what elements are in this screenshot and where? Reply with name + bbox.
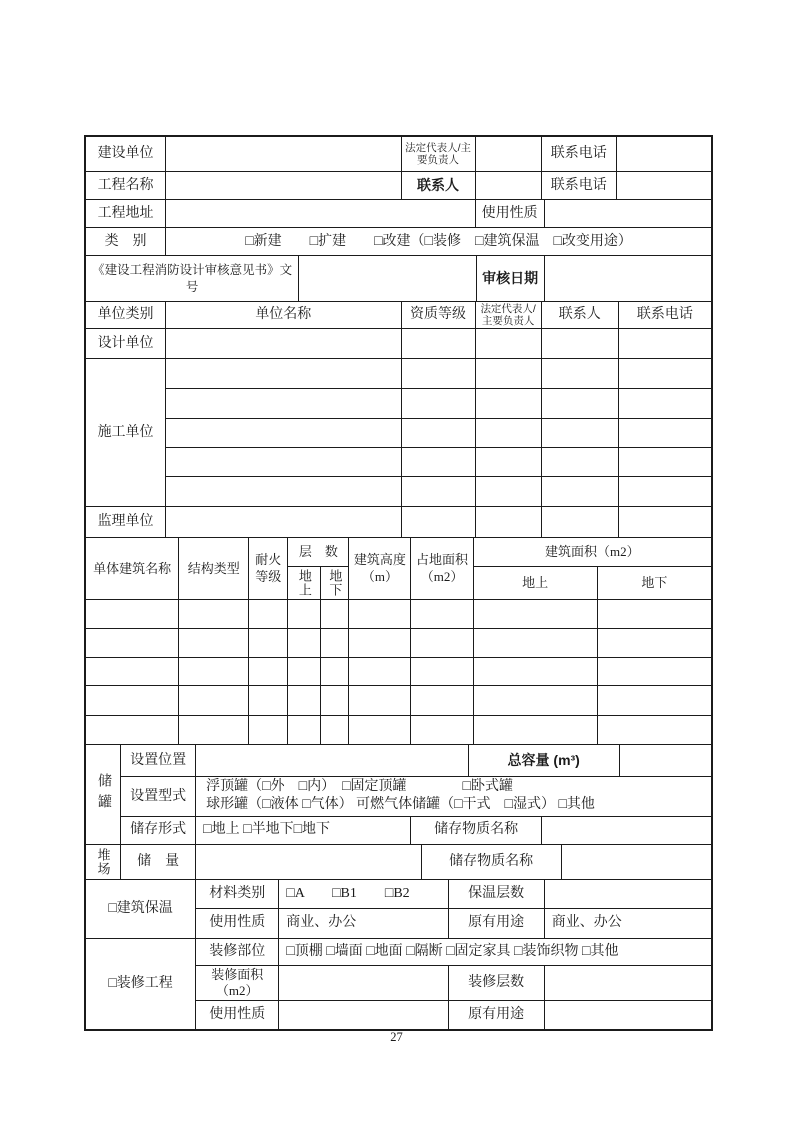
renovation-usage-label: 使用性质 xyxy=(196,1001,279,1030)
input-cell xyxy=(597,716,711,745)
building-height-header: 建筑高度（m） xyxy=(349,538,411,600)
input-cell xyxy=(618,329,711,359)
renovation-table xyxy=(85,938,712,1031)
input-cell xyxy=(473,600,597,629)
construction-unit-input xyxy=(166,137,401,172)
storage-yard-table xyxy=(85,844,712,880)
supervision-unit-label: 监理单位 xyxy=(86,507,166,538)
tank-substance-input xyxy=(541,816,711,844)
tank-section-label xyxy=(86,745,121,844)
tank-capacity-input xyxy=(619,745,711,777)
fire-approval-form-table xyxy=(84,135,713,1031)
tank-substance-label: 储存物质名称 xyxy=(411,816,541,844)
unit-legal-rep-header: 法定代表人/主要负责人 xyxy=(475,302,541,329)
input-cell xyxy=(288,686,321,716)
input-cell xyxy=(349,629,411,658)
page-number: 27 xyxy=(390,1030,403,1044)
top-info-table xyxy=(85,136,712,200)
input-cell xyxy=(321,716,349,745)
area-below-header: 地下 xyxy=(597,567,711,600)
insulation-material-checkbox-options: □A □B1 □B2 xyxy=(279,879,448,908)
footprint-area-header: 占地面积（m2） xyxy=(411,538,473,600)
phone-input xyxy=(616,137,711,172)
input-cell xyxy=(166,329,401,359)
input-cell xyxy=(475,329,541,359)
phone-label: 联系电话 xyxy=(541,172,616,200)
building-name-header: 单体建筑名称 xyxy=(86,538,179,600)
input-cell xyxy=(179,658,249,686)
input-cell xyxy=(618,448,711,477)
tank-storage-checkbox-options: □地上 □半地下□地下 xyxy=(196,816,411,844)
tank-type-options-line2: 球形罐（□液体 □气体） 可燃气体储罐（□干式 □湿式） □其他 xyxy=(206,797,595,813)
category-checkbox-options: □新建 □扩建 □改建（□装修 □建筑保温 □改变用途） xyxy=(166,228,712,256)
storage-tank-table xyxy=(85,744,712,844)
input-cell xyxy=(411,658,473,686)
floors-above-label: 地上 xyxy=(296,569,312,598)
input-cell xyxy=(288,629,321,658)
input-cell xyxy=(401,419,475,448)
input-cell xyxy=(179,629,249,658)
review-doc-row-table xyxy=(85,255,712,302)
tank-capacity-label: 总容量 (m³) xyxy=(468,745,619,777)
input-cell xyxy=(401,507,475,538)
input-cell xyxy=(249,716,288,745)
input-cell xyxy=(541,359,618,389)
contact-input xyxy=(475,172,541,200)
input-cell xyxy=(86,600,179,629)
renovation-usage-input xyxy=(279,1001,448,1030)
insulation-table xyxy=(85,879,712,939)
tank-location-input xyxy=(196,745,468,777)
input-cell xyxy=(288,716,321,745)
renovation-section-checkbox-label: □装修工程 xyxy=(86,938,196,1030)
input-cell xyxy=(166,359,401,389)
input-cell xyxy=(401,477,475,507)
input-cell xyxy=(597,600,711,629)
fire-resistance-header: 耐火等级 xyxy=(249,538,288,600)
input-cell xyxy=(597,658,711,686)
input-cell xyxy=(475,419,541,448)
input-cell xyxy=(473,716,597,745)
input-cell xyxy=(411,629,473,658)
buildings-table xyxy=(85,537,712,745)
tank-location-label: 设置位置 xyxy=(121,745,196,777)
floors-header: 层 数 xyxy=(288,538,349,567)
input-cell xyxy=(321,600,349,629)
input-cell xyxy=(541,477,618,507)
insulation-original-use-value: 商业、办公 xyxy=(544,908,711,938)
input-cell xyxy=(475,448,541,477)
input-cell xyxy=(86,686,179,716)
insulation-usage-value: 商业、办公 xyxy=(279,908,448,938)
tank-type-checkbox-options xyxy=(196,777,712,816)
construction-unit-label: 建设单位 xyxy=(86,137,166,172)
input-cell xyxy=(349,716,411,745)
input-cell xyxy=(321,686,349,716)
unit-phone-header: 联系电话 xyxy=(618,302,711,329)
construction-contractor-label: 施工单位 xyxy=(86,359,166,507)
insulation-usage-label: 使用性质 xyxy=(196,908,279,938)
insulation-layers-label: 保温层数 xyxy=(448,879,544,908)
input-cell xyxy=(473,658,597,686)
input-cell xyxy=(249,658,288,686)
input-cell xyxy=(401,329,475,359)
floors-below-header xyxy=(321,567,349,600)
tank-type-options-line1: 浮顶罐（□外 □内） □固定顶罐 □卧式罐 xyxy=(206,779,513,795)
input-cell xyxy=(166,477,401,507)
floors-above-header xyxy=(288,567,321,600)
input-cell xyxy=(411,600,473,629)
tank-type-label: 设置型式 xyxy=(121,777,196,816)
floors-below-label: 地下 xyxy=(327,569,343,598)
usage-nature-input xyxy=(544,200,711,228)
yard-quantity-label: 储 量 xyxy=(121,844,196,879)
input-cell xyxy=(249,629,288,658)
insulation-original-use-label: 原有用途 xyxy=(448,908,544,938)
review-date-input xyxy=(544,256,711,302)
input-cell xyxy=(86,716,179,745)
structure-type-header: 结构类型 xyxy=(179,538,249,600)
project-address-input xyxy=(166,200,475,228)
project-name-label: 工程名称 xyxy=(86,172,166,200)
input-cell xyxy=(166,507,401,538)
legal-rep-label: 法定代表人/主要负责人 xyxy=(401,137,475,172)
input-cell xyxy=(541,329,618,359)
renovation-original-use-input xyxy=(544,1001,711,1030)
insulation-section-checkbox-label: □建筑保温 xyxy=(86,879,196,938)
input-cell xyxy=(321,629,349,658)
input-cell xyxy=(401,448,475,477)
input-cell xyxy=(541,448,618,477)
unit-qualification-header: 资质等级 xyxy=(401,302,475,329)
unit-category-header: 单位类别 xyxy=(86,302,166,329)
input-cell xyxy=(475,389,541,419)
input-cell xyxy=(179,686,249,716)
unit-name-header: 单位名称 xyxy=(166,302,401,329)
renovation-parts-checkbox-options: □顶棚 □墙面 □地面 □隔断 □固定家具 □装饰织物 □其他 xyxy=(279,938,712,965)
renovation-area-input xyxy=(279,965,448,1001)
input-cell xyxy=(475,359,541,389)
input-cell xyxy=(597,686,711,716)
unit-contact-header: 联系人 xyxy=(541,302,618,329)
area-above-header: 地上 xyxy=(473,567,597,600)
tank-vertical-label: 储罐 xyxy=(96,773,112,816)
renovation-floors-label: 装修层数 xyxy=(448,965,544,1001)
input-cell xyxy=(349,600,411,629)
input-cell xyxy=(179,716,249,745)
legal-rep-input xyxy=(475,137,541,172)
input-cell xyxy=(618,419,711,448)
address-row-table xyxy=(85,199,712,228)
input-cell xyxy=(166,419,401,448)
input-cell xyxy=(475,477,541,507)
input-cell xyxy=(86,629,179,658)
input-cell xyxy=(401,389,475,419)
renovation-floors-input xyxy=(544,965,711,1001)
renovation-parts-label: 装修部位 xyxy=(196,938,279,965)
input-cell xyxy=(349,658,411,686)
yard-quantity-input xyxy=(196,844,421,879)
yard-vertical-label: 堆场 xyxy=(95,847,111,876)
yard-section-label xyxy=(86,844,121,879)
yard-substance-label: 储存物质名称 xyxy=(421,844,561,879)
input-cell xyxy=(249,686,288,716)
review-doc-number-label: 《建设工程消防设计审核意见书》文号 xyxy=(86,256,299,302)
input-cell xyxy=(179,600,249,629)
input-cell xyxy=(541,507,618,538)
category-row-table xyxy=(85,227,712,256)
input-cell xyxy=(349,686,411,716)
input-cell xyxy=(618,507,711,538)
floor-area-header: 建筑面积（m2） xyxy=(473,538,711,567)
phone-input xyxy=(616,172,711,200)
project-name-input xyxy=(166,172,401,200)
input-cell xyxy=(166,389,401,419)
input-cell xyxy=(473,686,597,716)
input-cell xyxy=(411,716,473,745)
yard-substance-input xyxy=(561,844,711,879)
input-cell xyxy=(541,419,618,448)
phone-label: 联系电话 xyxy=(541,137,616,172)
input-cell xyxy=(475,507,541,538)
input-cell xyxy=(401,359,475,389)
input-cell xyxy=(618,389,711,419)
project-address-label: 工程地址 xyxy=(86,200,166,228)
input-cell xyxy=(411,686,473,716)
input-cell xyxy=(288,600,321,629)
design-unit-label: 设计单位 xyxy=(86,329,166,359)
insulation-material-label: 材料类别 xyxy=(196,879,279,908)
input-cell xyxy=(618,359,711,389)
category-label: 类 别 xyxy=(86,228,166,256)
input-cell xyxy=(541,389,618,419)
input-cell xyxy=(473,629,597,658)
input-cell xyxy=(618,477,711,507)
tank-storage-form-label: 储存形式 xyxy=(121,816,196,844)
contact-label: 联系人 xyxy=(401,172,475,200)
input-cell xyxy=(249,600,288,629)
input-cell xyxy=(166,448,401,477)
insulation-layers-input xyxy=(544,879,711,908)
review-date-label: 审核日期 xyxy=(476,256,544,302)
units-table xyxy=(85,301,712,538)
input-cell xyxy=(288,658,321,686)
review-doc-number-input xyxy=(299,256,476,302)
input-cell xyxy=(597,629,711,658)
renovation-original-use-label: 原有用途 xyxy=(448,1001,544,1030)
renovation-area-label: 装修面积（m2） xyxy=(196,965,279,1001)
input-cell xyxy=(86,658,179,686)
usage-nature-label: 使用性质 xyxy=(475,200,544,228)
input-cell xyxy=(321,658,349,686)
